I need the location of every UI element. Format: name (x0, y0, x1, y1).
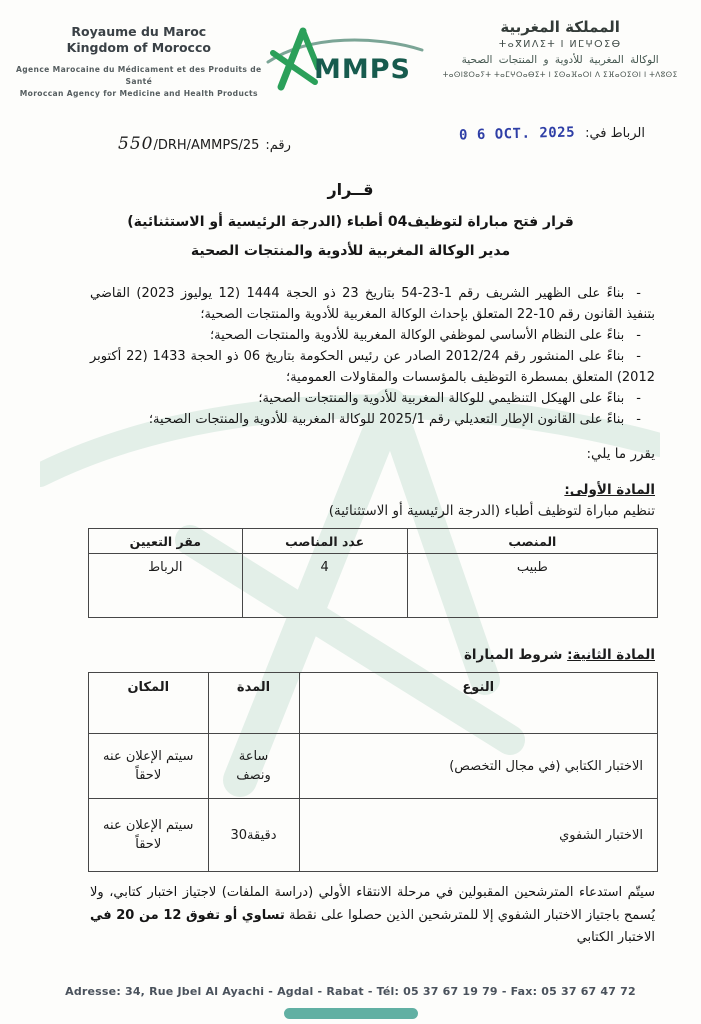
article-1-heading (90, 482, 655, 498)
reference-number (118, 134, 259, 154)
footer-address: Adresse: 34, Rue Jbel Al Ayachi - Agdal - Rabat - Tél: 05 37 67 19 79 - Fax: 05 37 67 47 72 (65, 985, 636, 998)
ammps-logo (264, 26, 426, 92)
letterhead-left (14, 14, 264, 100)
closing-part-3: الاختبار الكتابي (576, 929, 655, 945)
exam-table-row (89, 734, 658, 799)
preamble-item: - بناءً على القانون الإطار التعديلي رقم 2025/1 للوكالة المغربية للأدوية والمنتجات الصحية؛ (90, 409, 655, 430)
exam-duration-cell: ساعة ونصف (208, 734, 299, 799)
positions-table (88, 528, 658, 618)
exam-type-cell: الاختبار الكتابي (في مجال التخصص) (299, 734, 657, 799)
agency-name-ar: الوكالة المغربية للأدوية و المنتجات الصحية (461, 54, 659, 66)
decision-subtitle: مدير الوكالة المغربية للأدوية والمنتجات الصحية (190, 242, 511, 259)
article-2-heading-text: المادة الثانية: (567, 647, 655, 664)
date-place-label: الرباط في: (585, 126, 645, 142)
location-cell: الرباط (89, 554, 243, 618)
closing-threshold: تساوي أو تفوق 12 من 20 في (90, 907, 285, 923)
decision-kicker: قــرار (327, 179, 374, 199)
reference-block (118, 134, 291, 154)
letterhead-center (264, 14, 432, 92)
preamble-item: - بناءً على النظام الأساسي لموظفي الوكالة المغربية للأدوية والمنتجات الصحية؛ (90, 325, 655, 346)
exam-table (88, 672, 658, 872)
article-2-subtitle: شروط المباراة (463, 647, 568, 664)
reference-number-handwritten: 550 (118, 133, 154, 154)
letterhead-right (431, 14, 689, 79)
exam-col-place: المكان (89, 673, 209, 734)
article-1-body: تنظيم مباراة لتوظيف أطباء (الدرجة الرئيسية أو الاستثنائية) (328, 503, 655, 520)
decision-title-block (0, 180, 701, 259)
article-2-heading (90, 647, 655, 663)
exam-type-cell: الاختبار الشفوي (299, 799, 657, 872)
kingdom-title-tifinagh: ⵜⴰⴳⵍⴷⵉⵜ ⵏ ⵍⵎⵖⵔⵉⴱ (498, 39, 622, 50)
kingdom-title-ar: المملكة المغربية (500, 18, 620, 36)
exam-duration-cell: 30دقيقة (208, 799, 299, 872)
exam-col-type: النوع (299, 673, 657, 734)
letterhead (0, 0, 701, 100)
positions-col-position: المنصب (407, 529, 657, 554)
ammps-logo-icon (264, 26, 426, 92)
closing-part-2: ولا يُسمح باجتياز الاختبار الشفوي إلا للمترشحين الذين حصلوا على نقطة (90, 885, 655, 923)
positions-table-header-row (89, 529, 658, 554)
article-1-heading-text: المادة الأولى: (564, 482, 655, 499)
preamble-item: - بناءً على الظهير الشريف رقم 1-23-54 بتاريخ 23 ذو الحجة 1444 (12 يوليوز 2023) القاضي بتنفيذ القانون رقم 10-22 المتعلق بإحداث الوكالة المغربية للأدوية والمنتجات الصحية؛ (90, 283, 655, 325)
positions-col-location: مقر التعيين (89, 529, 243, 554)
date-block (459, 126, 645, 142)
exam-table-header-row (89, 673, 658, 734)
date-stamp: 0 6 OCT. 2025 (458, 124, 576, 144)
position-cell: طبيب (407, 554, 657, 618)
kingdom-title-fr: Royaume du Maroc (71, 24, 207, 39)
closing-paragraph (90, 882, 655, 949)
count-cell: 4 (242, 554, 407, 618)
agency-name-en: Moroccan Agency for Medicine and Health Products (19, 88, 258, 98)
positions-col-count: عدد المناصب (242, 529, 407, 554)
decision-title: قرار فتح مباراة لتوظيف04 أطباء (الدرجة الرئيسية أو الاستثنائية) (127, 213, 574, 230)
exam-place-cell: سيتم الإعلان عنه لاحقاً (89, 799, 209, 872)
agency-name-tifinagh: ⵜⴰⵙⵏⵓⵔⴰⵢⵜ ⵜⴰⵎⵖⵔⴰⴱⵉⵜ ⵏ ⵉⵙⴰⴼⴰⵔⵏ ⴷ ⵉⴼⴰⵔⵉⵙⵏ ⵏ ⵜⴷⵓⵙⵉ (442, 70, 678, 79)
preamble-list (90, 283, 655, 430)
preamble-item: - بناءً على المنشور رقم 2012/24 الصادر عن رئيس الحكومة بتاريخ 06 ذو الحجة 1433 (22 أكتوبر 2012) المتعلق بمسطرة التوظيف بالمؤسسات والمقاولات العمومية؛ (90, 346, 655, 388)
reference-number-rest: /DRH/AMMPS/25 (153, 137, 260, 153)
exam-place-cell: سيتم الإعلان عنه لاحقاً (89, 734, 209, 799)
logo-a-icon (273, 31, 318, 87)
decree-intro: يقرر ما يلي: (586, 446, 655, 463)
exam-col-duration: المدة (208, 673, 299, 734)
positions-table-row (89, 554, 658, 618)
reference-number-label: رقم: (265, 137, 291, 153)
logo-wordmark: MMPS (313, 54, 411, 85)
preamble-item: - بناءً على الهيكل التنظيمي للوكالة المغربية للأدوية والمنتجات الصحية؛ (90, 388, 655, 409)
closing-part-1: سيتّم استدعاء المترشحين المقبولين في مرحلة الانتقاء الأولي (دراسة الملفات) لاجتياز اختبار كتابي، (109, 885, 655, 901)
exam-table-row (89, 799, 658, 872)
agency-name-fr: Agence Marocaine du Médicament et des Produits de Santé (16, 64, 262, 86)
bottom-accent-pill (284, 1008, 418, 1019)
reference-date-row (118, 126, 645, 154)
kingdom-title-en: Kingdom of Morocco (66, 40, 211, 56)
